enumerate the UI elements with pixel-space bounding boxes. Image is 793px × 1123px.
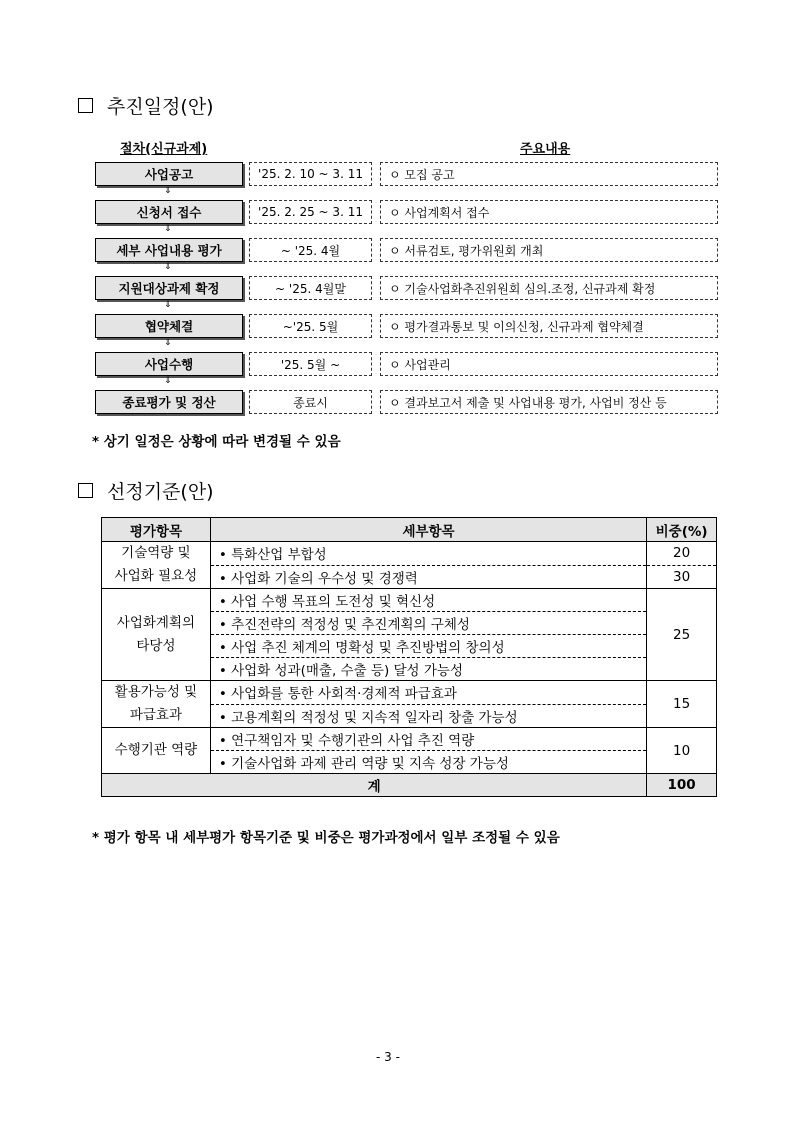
category-line: 수행기관 역량 — [114, 742, 198, 758]
down-arrow-icon: ⇓ — [164, 224, 172, 234]
step-content-3: ㅇ 서류검토, 평가위원회 개최 — [380, 238, 718, 262]
category-line: 사업화 필요성 — [114, 568, 198, 584]
total-value: 100 — [647, 774, 717, 797]
criteria-weight: 15 — [647, 681, 717, 728]
criteria-weight: 10 — [647, 728, 717, 774]
criteria-title-text: 선정기준(안) — [107, 481, 214, 503]
header-category: 평가항목 — [102, 518, 211, 542]
total-label: 계 — [102, 774, 647, 797]
schedule-note: * 상기 일정은 상황에 따라 변경될 수 있음 — [92, 434, 341, 450]
criteria-category — [102, 589, 211, 681]
criteria-item: • 고용계획의 적정성 및 지속적 일자리 창출 가능성 — [210, 704, 646, 728]
criteria-item: • 사업 추진 체계의 명확성 및 추진방법의 창의성 — [210, 635, 646, 658]
header-items: 세부항목 — [210, 518, 646, 542]
table-row — [102, 589, 717, 612]
criteria-category — [102, 681, 211, 728]
step-date-5: ~'25. 5월 — [249, 314, 372, 338]
table-row — [102, 728, 717, 751]
down-arrow-icon: ⇓ — [164, 338, 172, 348]
category-line: 타당성 — [136, 637, 176, 654]
category-line: 파급효과 — [129, 707, 183, 723]
criteria-category — [102, 728, 211, 774]
step-content-4: ㅇ 기술사업화추진위원회 심의.조정, 신규과제 확정 — [380, 276, 718, 300]
step-date-6: '25. 5월 ~ — [249, 352, 372, 376]
step-date-4: ~ '25. 4월말 — [249, 276, 372, 300]
checkbox-square-icon — [78, 98, 93, 113]
step-content-2: ㅇ 사업계획서 접수 — [380, 200, 718, 224]
checkbox-square-icon — [78, 483, 93, 498]
down-arrow-icon: ⇓ — [164, 300, 172, 310]
step-content-7: ㅇ 결과보고서 제출 및 사업내용 평가, 사업비 정산 등 — [380, 390, 718, 414]
down-arrow-icon: ⇓ — [164, 376, 172, 386]
step-name-4: 지원대상과제 확정 — [95, 276, 243, 300]
step-name-3: 세부 사업내용 평가 — [95, 238, 243, 262]
step-content-5: ㅇ 평가결과통보 및 이의신청, 신규과제 협약체결 — [380, 314, 718, 338]
criteria-category — [102, 542, 211, 589]
criteria-item: • 사업화 기술의 우수성 및 경쟁력 — [210, 565, 646, 589]
step-date-1: '25. 2. 10 ~ 3. 11 — [249, 162, 372, 186]
step-name-7: 종료평가 및 정산 — [95, 390, 243, 414]
step-content-1: ㅇ 모집 공고 — [380, 162, 718, 186]
page-number: - 3 - — [376, 1050, 400, 1064]
step-content-6: ㅇ 사업관리 — [380, 352, 718, 376]
step-name-1: 사업공고 — [95, 162, 243, 186]
step-date-7: 종료시 — [249, 390, 372, 414]
step-name-6: 사업수행 — [95, 352, 243, 376]
schedule-title-text: 추진일정(안) — [107, 96, 214, 118]
schedule-section-title — [78, 92, 214, 119]
criteria-header-row — [102, 518, 717, 542]
step-date-3: ~ '25. 4월 — [249, 238, 372, 262]
criteria-weight: 25 — [647, 589, 717, 681]
header-weight: 비중(%) — [647, 518, 717, 542]
criteria-item: • 특화산업 부합성 — [210, 542, 646, 566]
criteria-table — [101, 517, 717, 797]
table-row — [102, 542, 717, 566]
down-arrow-icon: ⇓ — [164, 262, 172, 272]
total-row — [102, 774, 717, 797]
category-line: 사업화계획의 — [116, 614, 196, 631]
criteria-item: • 추진전략의 적정성 및 추진계획의 구체성 — [210, 612, 646, 635]
step-date-2: '25. 2. 25 ~ 3. 11 — [249, 200, 372, 224]
category-line: 활용가능성 및 — [114, 684, 198, 700]
criteria-item: • 기술사업화 과제 관리 역량 및 지속 성장 가능성 — [210, 751, 646, 774]
down-arrow-icon: ⇓ — [164, 186, 172, 196]
criteria-note: * 평가 항목 내 세부평가 항목기준 및 비중은 평가과정에서 일부 조정될 수 있음 — [92, 830, 560, 846]
criteria-weight: 20 — [647, 542, 717, 566]
procedure-column-header: 절차(신규과제) — [120, 142, 208, 157]
criteria-item: • 사업화를 통한 사회적·경제적 파급효과 — [210, 681, 646, 705]
criteria-item: • 연구책임자 및 수행기관의 사업 추진 역량 — [210, 728, 646, 751]
criteria-weight: 30 — [647, 565, 717, 589]
table-row — [102, 681, 717, 705]
criteria-item: • 사업화 성과(매출, 수출 등) 달성 가능성 — [210, 658, 646, 681]
category-line: 기술역량 및 — [121, 545, 191, 561]
step-name-2: 신청서 접수 — [95, 200, 243, 224]
step-name-5: 협약체결 — [95, 314, 243, 338]
criteria-section-title — [78, 477, 214, 504]
criteria-item: • 사업 수행 목표의 도전성 및 혁신성 — [210, 589, 646, 612]
content-column-header: 주요내용 — [520, 142, 571, 157]
